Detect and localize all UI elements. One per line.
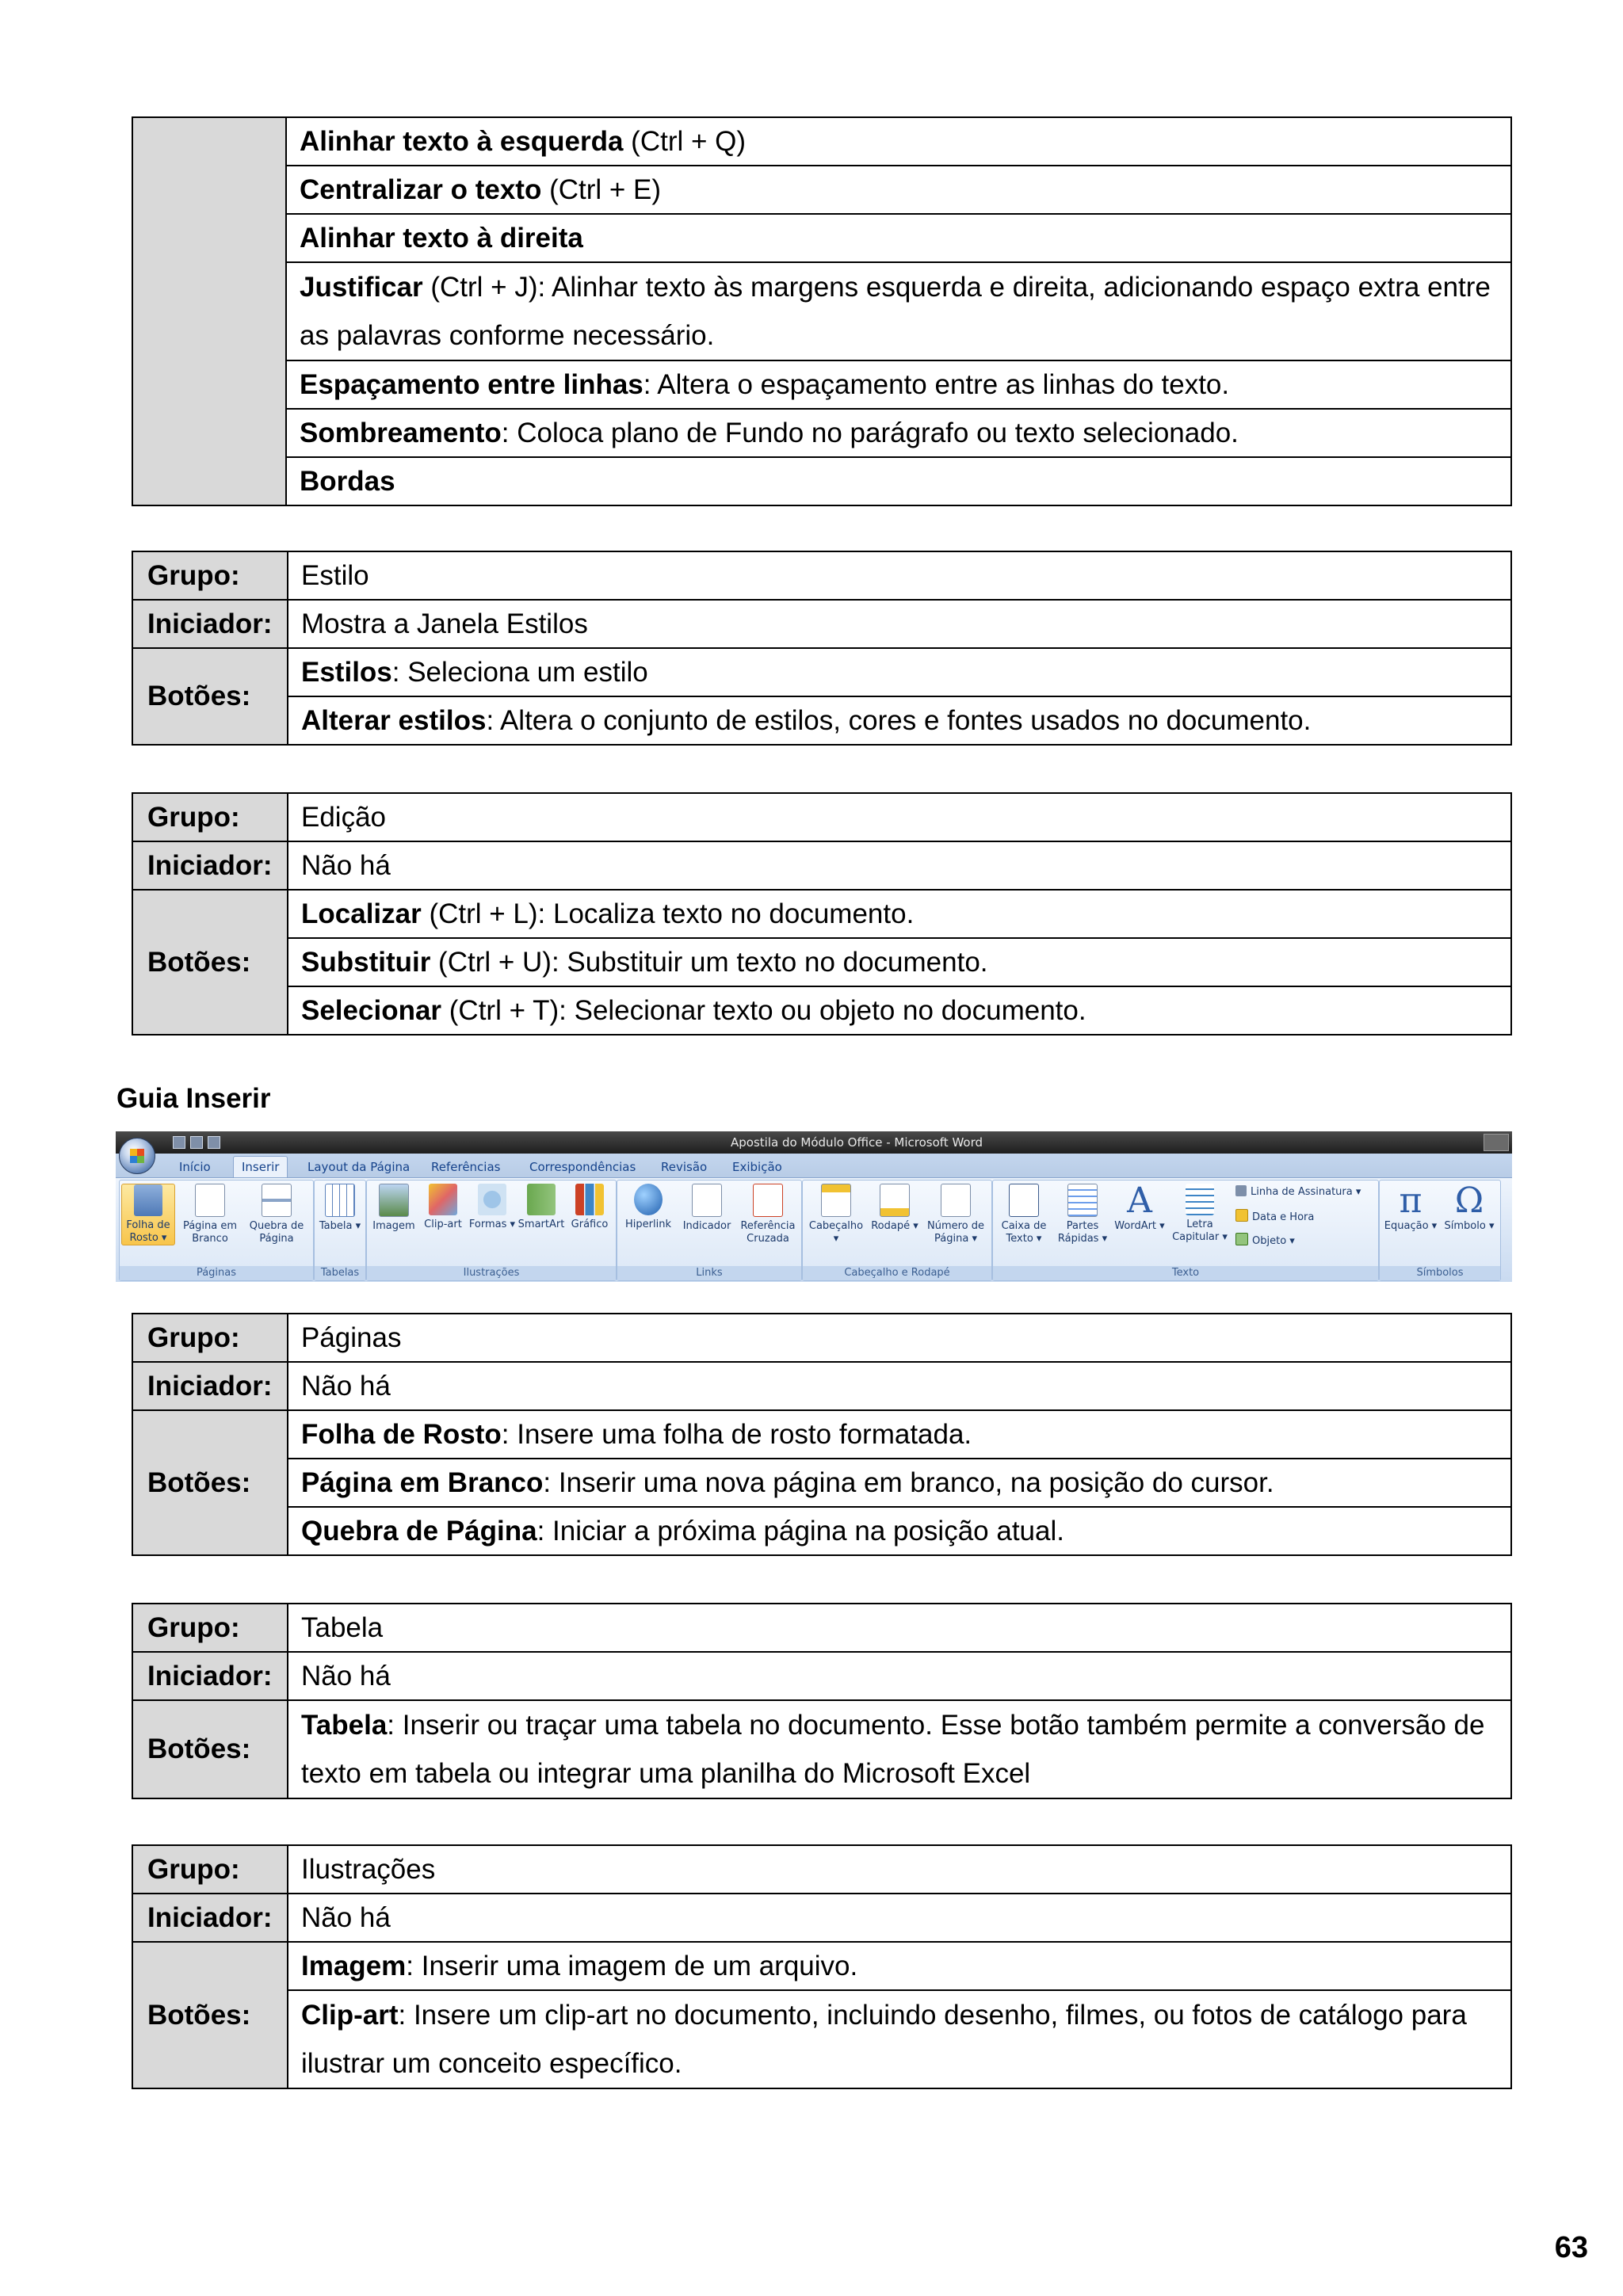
referencia-cruzada-button: Referência Cruzada xyxy=(738,1184,798,1245)
tab-exibicao: Exibição xyxy=(732,1160,782,1174)
partes-rapidas-button: Partes Rápidas ▾ xyxy=(1055,1184,1110,1245)
table-row: Estilos: Seleciona um estilo xyxy=(288,648,1511,696)
cover-page-icon xyxy=(134,1184,162,1216)
chart-icon xyxy=(575,1184,604,1215)
cabecalho-button: Cabeçalho ▾ xyxy=(806,1184,866,1245)
group-label: Texto xyxy=(993,1266,1378,1280)
paragraph-buttons-table xyxy=(132,116,1512,506)
edicao-table xyxy=(132,792,1512,1035)
pi-icon: π xyxy=(1399,1180,1423,1221)
table-row: Clip-art: Insere um clip-art no documento, incluindo desenho, filmes, ou fotos de catálogo para ilustrar um conceito específico. xyxy=(288,1990,1511,2088)
tab-revisao: Revisão xyxy=(661,1160,708,1174)
office-button xyxy=(119,1138,155,1174)
iniciador-value: Não há xyxy=(288,841,1511,890)
header-icon xyxy=(821,1184,851,1217)
smartart-icon xyxy=(527,1184,556,1215)
picture-icon xyxy=(379,1184,409,1217)
grupo-label: Grupo: xyxy=(132,1314,288,1362)
ribbon-tabs xyxy=(116,1154,1512,1177)
formas-button: Formas ▾ xyxy=(468,1184,516,1231)
quick-access-toolbar xyxy=(173,1136,236,1149)
smartart-button: SmartArt xyxy=(517,1184,565,1231)
grafico-button: Gráfico xyxy=(567,1184,613,1231)
footer-icon xyxy=(880,1184,910,1217)
tab-inicio: Início xyxy=(179,1160,211,1174)
object-icon xyxy=(1235,1233,1248,1245)
iniciador-label: Iniciador: xyxy=(132,841,288,890)
group-texto xyxy=(992,1180,1379,1281)
numero-pagina-button: Número de Página ▾ xyxy=(923,1184,988,1245)
grupo-label: Grupo: xyxy=(132,551,288,600)
section-heading: Guia Inserir xyxy=(116,1083,271,1114)
page-break-icon xyxy=(262,1184,292,1217)
wordart-icon: A xyxy=(1127,1180,1152,1221)
paginas-table xyxy=(132,1313,1512,1556)
bookmark-icon xyxy=(692,1184,722,1217)
office-logo-icon xyxy=(130,1149,144,1163)
iniciador-value: Não há xyxy=(288,1652,1511,1700)
iniciador-label: Iniciador: xyxy=(132,1894,288,1942)
label-cell xyxy=(132,117,286,505)
ilustracoes-table xyxy=(132,1844,1512,2089)
date-time-icon xyxy=(1235,1209,1248,1222)
table-row: Sombreamento: Coloca plano de Fundo no parágrafo ou texto selecionado. xyxy=(286,409,1511,457)
linha-assinatura-button: Linha de Assinatura ▾ xyxy=(1235,1185,1361,1199)
grupo-label: Grupo: xyxy=(132,1604,288,1652)
table-row: Imagem: Inserir uma imagem de um arquivo. xyxy=(288,1942,1511,1990)
letra-capitular-button: Letra Capitular ▾ xyxy=(1169,1184,1231,1244)
grupo-label: Grupo: xyxy=(132,793,288,841)
group-label: Ilustrações xyxy=(367,1266,616,1280)
imagem-button: Imagem xyxy=(370,1184,418,1233)
hiperlink-button: Hiperlink xyxy=(621,1184,676,1231)
iniciador-label: Iniciador: xyxy=(132,1362,288,1410)
window-title: Apostila do Módulo Office - Microsoft Word xyxy=(731,1135,983,1150)
table-icon xyxy=(325,1184,355,1217)
table-row: Tabela: Inserir ou traçar uma tabela no documento. Esse botão também permite a conversão de texto em tabela ou integrar uma planilha do Microsoft Excel xyxy=(288,1700,1511,1798)
grupo-value: Páginas xyxy=(288,1314,1511,1362)
group-paginas xyxy=(119,1180,314,1281)
table-row: Centralizar o texto (Ctrl + E) xyxy=(286,166,1511,214)
undo-icon xyxy=(190,1136,203,1149)
iniciador-value: Não há xyxy=(288,1894,1511,1942)
group-label: Links xyxy=(617,1266,801,1280)
window-controls xyxy=(1484,1134,1509,1151)
objeto-button: Objeto ▾ xyxy=(1235,1233,1295,1248)
group-label: Cabeçalho e Rodapé xyxy=(803,1266,991,1280)
cross-reference-icon xyxy=(753,1184,783,1217)
blank-page-icon xyxy=(195,1184,225,1217)
hyperlink-icon xyxy=(634,1184,663,1215)
caixa-texto-button: Caixa de Texto ▾ xyxy=(996,1184,1052,1245)
page-number: 63 xyxy=(1554,2231,1588,2264)
table-row: Espaçamento entre linhas: Altera o espaçamento entre as linhas do texto. xyxy=(286,360,1511,409)
tab-correspondencias: Correspondências xyxy=(529,1160,636,1174)
grupo-value: Estilo xyxy=(288,551,1511,600)
table-row: Página em Branco: Inserir uma nova página em branco, na posição do cursor. xyxy=(288,1459,1511,1507)
grupo-value: Tabela xyxy=(288,1604,1511,1652)
page-number-icon xyxy=(941,1184,971,1217)
table-row: Localizar (Ctrl + L): Localiza texto no documento. xyxy=(288,890,1511,938)
quebra-pagina-button: Quebra de Página xyxy=(245,1184,308,1245)
indicador-button: Indicador xyxy=(679,1184,735,1233)
botoes-label: Botões: xyxy=(132,1410,288,1555)
botoes-label: Botões: xyxy=(132,1700,288,1798)
clipart-button: Clip-art xyxy=(419,1184,467,1231)
table-row: Quebra de Página: Iniciar a próxima página na posição atual. xyxy=(288,1507,1511,1555)
tab-layout: Layout da Página xyxy=(307,1160,411,1174)
table-row: Alterar estilos: Altera o conjunto de estilos, cores e fontes usados no documento. xyxy=(288,696,1511,745)
group-label: Tabelas xyxy=(315,1266,365,1280)
simbolo-button: Ω Símbolo ▾ xyxy=(1442,1184,1497,1233)
equacao-button: π Equação ▾ xyxy=(1384,1180,1438,1232)
clipart-icon xyxy=(429,1184,457,1215)
botoes-label: Botões: xyxy=(132,890,288,1035)
tabela-button: Tabela ▾ xyxy=(318,1184,362,1233)
botoes-label: Botões: xyxy=(132,1942,288,2088)
group-label: Páginas xyxy=(120,1266,313,1280)
tab-referencias: Referências xyxy=(431,1160,501,1174)
quick-parts-icon xyxy=(1067,1184,1098,1217)
wordart-button: A WordArt ▾ xyxy=(1114,1180,1165,1232)
iniciador-label: Iniciador: xyxy=(132,1652,288,1700)
save-icon xyxy=(173,1136,185,1149)
group-links xyxy=(617,1180,802,1281)
signature-line-icon xyxy=(1235,1185,1247,1196)
group-cabecalho-rodape xyxy=(802,1180,992,1281)
grupo-label: Grupo: xyxy=(132,1845,288,1894)
table-row: Justificar (Ctrl + J): Alinhar texto às margens esquerda e direita, adicionando espaço extra entre as palavras conforme necessário. xyxy=(286,262,1511,360)
iniciador-value: Não há xyxy=(288,1362,1511,1410)
tab-inserir: Inserir xyxy=(233,1156,288,1180)
table-row: Bordas xyxy=(286,457,1511,505)
botoes-label: Botões: xyxy=(132,648,288,745)
table-row: Folha de Rosto: Insere uma folha de rosto formatada. xyxy=(288,1410,1511,1459)
rodape-button: Rodapé ▾ xyxy=(868,1184,922,1233)
table-row: Selecionar (Ctrl + T): Selecionar texto ou objeto no documento. xyxy=(288,986,1511,1035)
drop-cap-icon xyxy=(1186,1184,1214,1215)
grupo-value: Ilustrações xyxy=(288,1845,1511,1894)
omega-icon: Ω xyxy=(1454,1180,1484,1221)
data-hora-button: Data e Hora xyxy=(1235,1209,1314,1224)
iniciador-value: Mostra a Janela Estilos xyxy=(288,600,1511,648)
table-row: Alinhar texto à direita xyxy=(286,214,1511,262)
ribbon-body xyxy=(116,1177,1512,1282)
table-row: Alinhar texto à esquerda (Ctrl + Q) xyxy=(286,117,1511,166)
title-bar xyxy=(116,1131,1512,1154)
group-tabelas xyxy=(314,1180,366,1281)
pagina-branco-button: Página em Branco xyxy=(180,1184,240,1245)
text-box-icon xyxy=(1009,1184,1039,1217)
group-label: Símbolos xyxy=(1380,1266,1500,1280)
table-row: Substituir (Ctrl + U): Substituir um texto no documento. xyxy=(288,938,1511,986)
group-ilustracoes xyxy=(366,1180,617,1281)
shapes-icon xyxy=(478,1184,506,1215)
word-ribbon-screenshot xyxy=(116,1131,1512,1282)
tabela-table xyxy=(132,1603,1512,1799)
grupo-value: Edição xyxy=(288,793,1511,841)
iniciador-label: Iniciador: xyxy=(132,600,288,648)
group-simbolos xyxy=(1379,1180,1501,1281)
estilo-table xyxy=(132,551,1512,746)
folha-rosto-button: Folha de Rosto ▾ xyxy=(121,1184,175,1245)
redo-icon xyxy=(208,1136,220,1149)
